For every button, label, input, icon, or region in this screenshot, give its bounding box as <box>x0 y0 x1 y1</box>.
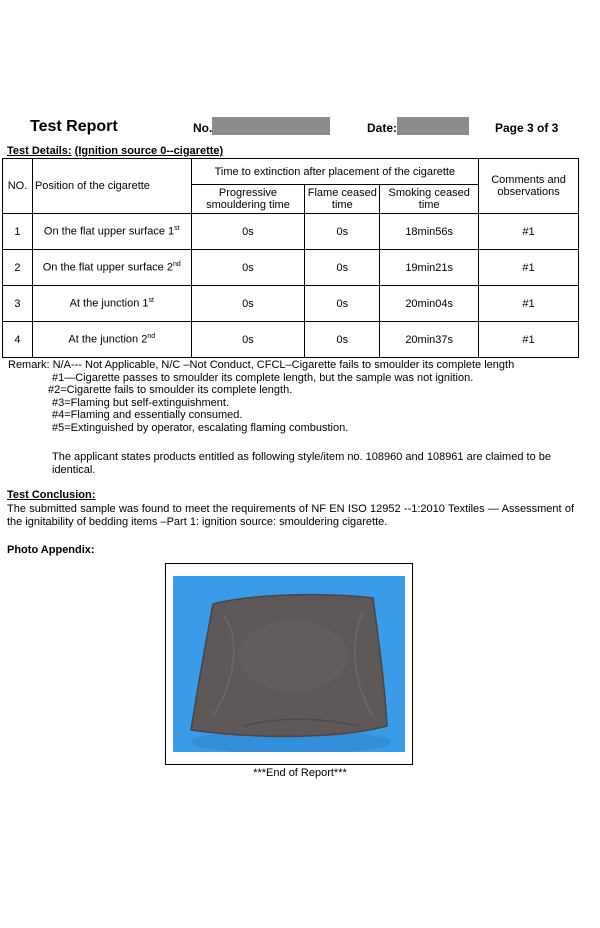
row-progressive: 0s <box>191 214 305 250</box>
row-flame: 0s <box>305 322 380 358</box>
row-no: 2 <box>3 250 33 286</box>
row-position-text: At the junction 2 <box>68 333 148 346</box>
test-details-heading <box>7 145 223 157</box>
test-details-label: Test Details: <box>7 145 72 157</box>
pillow-photo <box>173 576 405 752</box>
remark-line: #5=Extinguished by operator, escalating flaming combustion. <box>52 421 349 434</box>
table-row <box>3 322 579 358</box>
row-position-ordinal: st <box>148 297 154 305</box>
date-redacted <box>397 117 469 135</box>
row-smoking: 20min04s <box>380 286 479 322</box>
remark-line: Remark: N/A--- Not Applicable, N/C –Not Conduct, CFCL–Cigarette fails to smoulder its complete length <box>8 359 515 371</box>
row-comment: #1 <box>479 214 579 250</box>
photo-appendix-heading: Photo Appendix: <box>7 544 95 556</box>
row-flame: 0s <box>305 250 380 286</box>
conclusion-text: The submitted sample was found to meet the requirements of NF EN ISO 12952 --1:2010 Textiles — Assessment of the ignitability of bedding items –Part 1: ignition source: smouldering cigarette. <box>7 503 574 528</box>
row-position-ordinal: st <box>174 225 180 233</box>
remark-line: #2=Cigarette fails to smoulder its complete length. <box>48 384 293 396</box>
row-comment: #1 <box>479 286 579 322</box>
report-title: Test Report <box>30 118 118 135</box>
table-row <box>3 286 579 322</box>
table-row <box>3 214 579 250</box>
row-progressive: 0s <box>191 286 305 322</box>
remark-line: #3=Flaming but self-extinguishment. <box>52 396 230 409</box>
row-comment: #1 <box>479 322 579 358</box>
col-header-comments: Comments and observations <box>479 159 579 214</box>
row-progressive: 0s <box>191 250 305 286</box>
row-no: 3 <box>3 286 33 322</box>
row-position-text: On the flat upper surface 1 <box>43 225 175 238</box>
conclusion-heading: Test Conclusion: <box>7 489 96 501</box>
col-header-no: NO. <box>3 159 33 214</box>
row-position-ordinal: nd <box>172 261 181 269</box>
row-position <box>32 214 191 250</box>
report-number-redacted <box>212 117 330 135</box>
row-smoking: 20min37s <box>380 322 479 358</box>
row-position-text: On the flat upper surface 2 <box>42 261 173 274</box>
applicant-note: The applicant states products entitled as following style/item no. 108960 and 108961 are claimed to be identical. <box>52 451 551 476</box>
pillow-image <box>173 576 405 752</box>
table-header-row <box>3 159 579 185</box>
col-header-progressive: Progressive smouldering time <box>191 185 305 214</box>
table-row <box>3 250 579 286</box>
row-no: 1 <box>3 214 33 250</box>
results-table <box>2 158 579 358</box>
remark-line: #4=Flaming and essentially consumed. <box>52 409 243 421</box>
date-label: Date: <box>367 121 398 135</box>
row-progressive: 0s <box>191 322 305 358</box>
col-header-smoking: Smoking ceased time <box>380 185 479 214</box>
remark-block <box>8 359 514 434</box>
report-number-label: No. <box>193 121 213 135</box>
photo-frame <box>165 563 413 765</box>
row-smoking: 19min21s <box>380 250 479 286</box>
row-position <box>32 322 191 358</box>
test-details-subtitle: (Ignition source 0--cigarette) <box>74 145 224 157</box>
end-of-report: ***End of Report*** <box>253 767 347 779</box>
col-header-group: Time to extinction after placement of the cigarette <box>191 159 479 185</box>
col-header-flame: Flame ceased time <box>305 185 380 214</box>
row-flame: 0s <box>305 214 380 250</box>
remark-line: #1—Cigarette passes to smoulder its complete length, but the sample was not ignition. <box>52 371 474 384</box>
row-position-ordinal: nd <box>147 333 156 341</box>
row-smoking: 18min56s <box>380 214 479 250</box>
page-number: Page 3 of 3 <box>495 121 559 135</box>
row-comment: #1 <box>479 250 579 286</box>
col-header-position: Position of the cigarette <box>32 159 191 214</box>
row-position <box>32 286 191 322</box>
row-position <box>32 250 191 286</box>
row-position-text: At the junction 1 <box>69 297 149 310</box>
row-no: 4 <box>3 322 33 358</box>
row-flame: 0s <box>305 286 380 322</box>
